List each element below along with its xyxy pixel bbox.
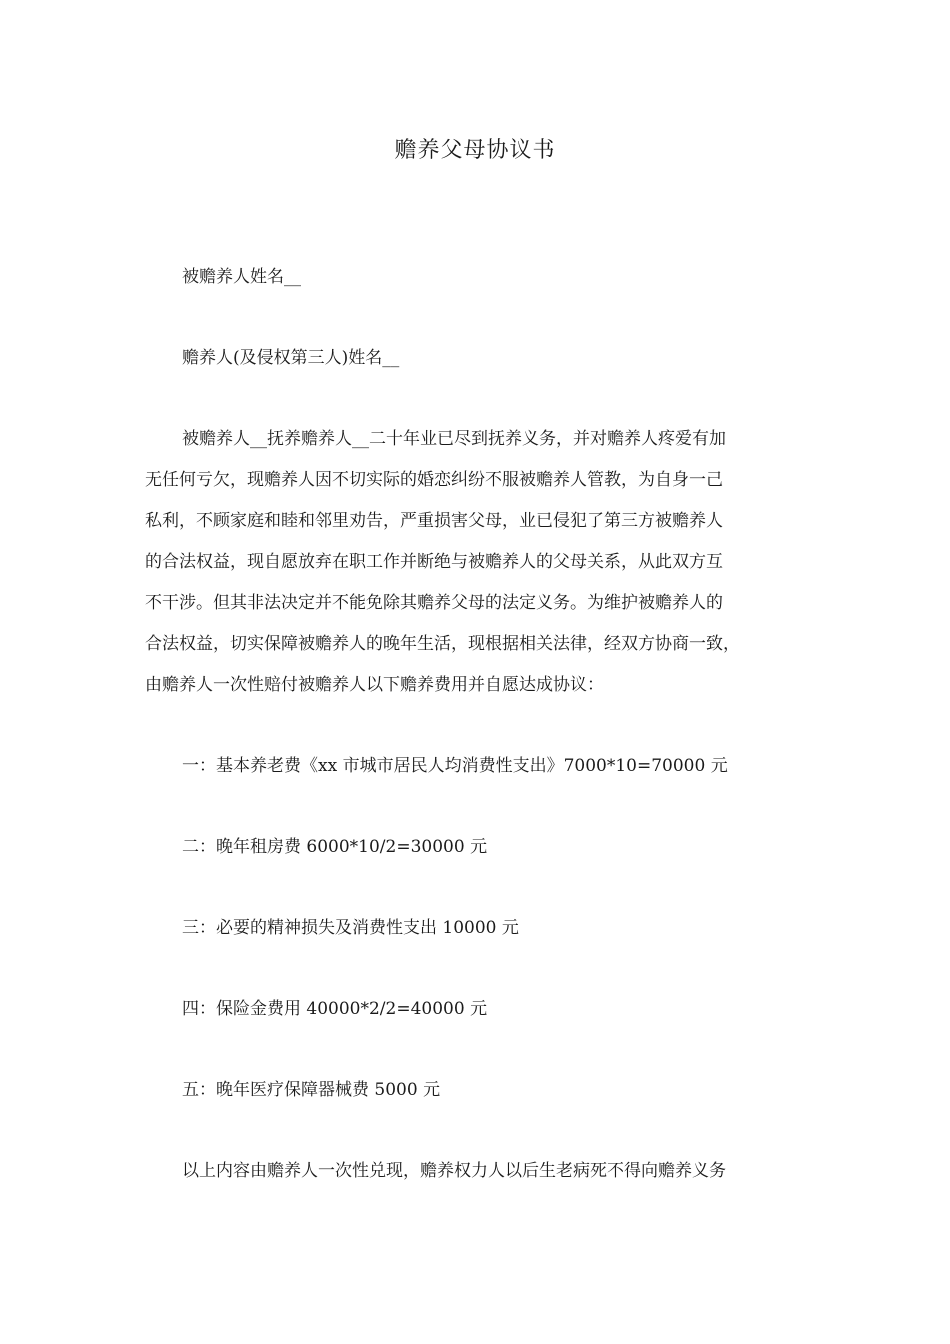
body-line: 无任何亏欠，现赡养人因不切实际的婚恋纠纷不服被赡养人管教，为自身一己 xyxy=(145,470,723,490)
fee-item: 一：基本养老费《xx 市城市居民人均消费性支出》7000*10=70000 元 xyxy=(182,756,728,776)
document-title: 赡养父母协议书 xyxy=(394,138,556,163)
fee-item: 三：必要的精神损失及消费性支出 10000 元 xyxy=(182,918,519,938)
body-line: 私利，不顾家庭和睦和邻里劝告，严重损害父母，业已侵犯了第三方被赡养人 xyxy=(145,511,723,531)
supporter-name-field: 赡养人(及侵权第三人)姓名__ xyxy=(182,348,400,368)
fee-item: 二：晚年租房费 6000*10/2=30000 元 xyxy=(182,837,488,857)
fee-item: 四：保险金费用 40000*2/2=40000 元 xyxy=(182,999,488,1019)
body-line: 不干涉。但其非法决定并不能免除其赡养父母的法定义务。为维护被赡养人的 xyxy=(145,593,723,613)
body-line: 由赡养人一次性赔付被赡养人以下赡养费用并自愿达成协议： xyxy=(145,675,604,695)
closing-line: 以上内容由赡养人一次性兑现，赡养权力人以后生老病死不得向赡养义务 xyxy=(182,1161,726,1181)
supported-name-field: 被赡养人姓名__ xyxy=(182,267,301,287)
body-line: 合法权益，切实保障被赡养人的晚年生活，现根据相关法律，经双方协商一致， xyxy=(145,634,740,654)
body-line: 的合法权益，现自愿放弃在职工作并断绝与被赡养人的父母关系，从此双方互 xyxy=(145,552,723,572)
body-line: 被赡养人__抚养赡养人__二十年业已尽到抚养义务，并对赡养人疼爱有加 xyxy=(182,429,726,449)
fee-item: 五：晚年医疗保障器械费 5000 元 xyxy=(182,1080,441,1100)
